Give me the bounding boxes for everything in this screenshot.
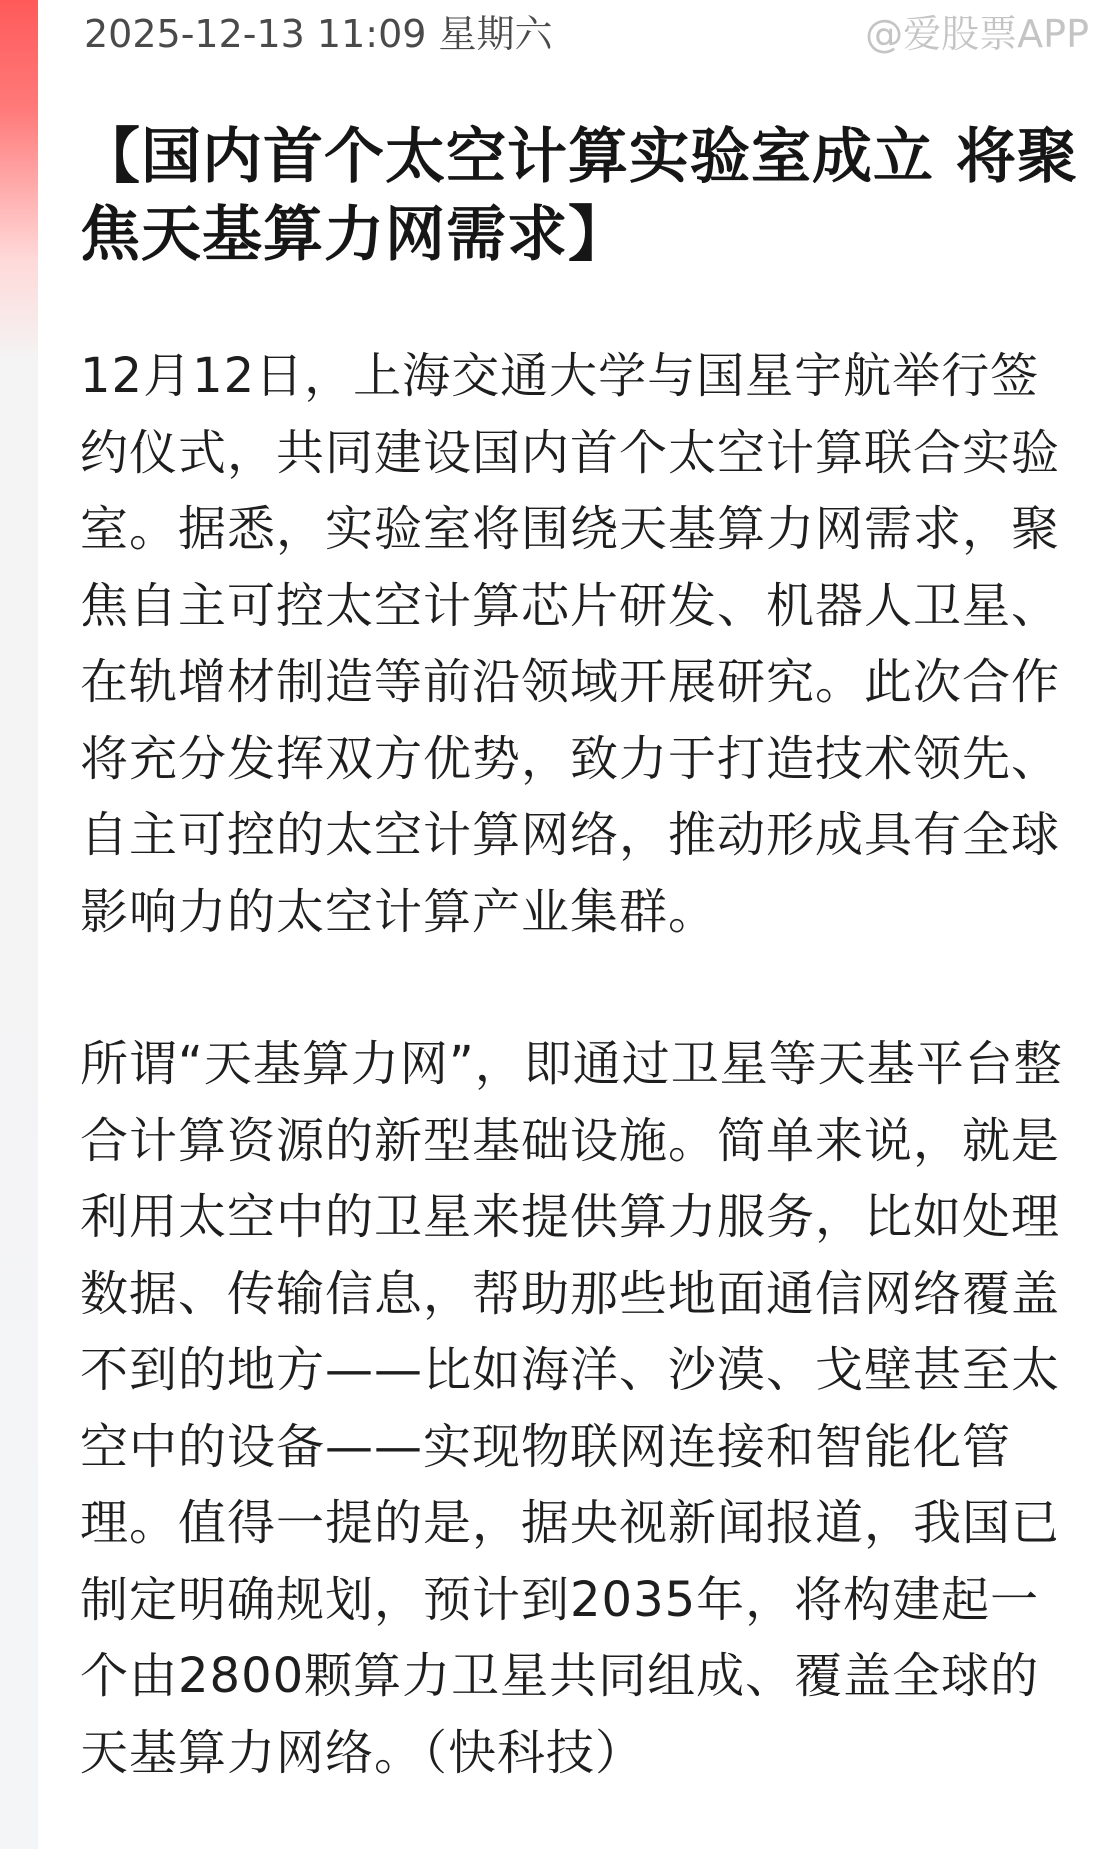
post-timestamp: 2025-12-13 11:09 星期六 — [84, 12, 553, 56]
left-accent-bar — [0, 0, 38, 1849]
app-watermark: @爱股票APP — [865, 12, 1089, 56]
article-paragraph: 所谓“天基算力网”，即通过卫星等天基平台整合计算资源的新型基础设施。简单来说，就是利用太空中的卫星来提供算力服务，比如处理数据、传输信息，帮助那些地面通信网络覆盖不到的地方——比如海洋、沙漠、戈壁甚至太空中的设备——实现物联网连接和智能化管理。值得一提的是，据央视新闻报道，我国已制定明确规划，预计到2035年，将构建起一个由2800颗算力卫星共同组成、覆盖全球的天基算力网络。（快科技） — [80, 1036, 1063, 1781]
article-paragraph: 12月12日，上海交通大学与国星宇航举行签约仪式，共同建设国内首个太空计算联合实验室。据悉，实验室将围绕天基算力网需求，聚焦自主可控太空计算芯片研发、机器人卫星、在轨增材制造等前沿领域开展研究。此次合作将充分发挥双方优势，致力于打造技术领先、自主可控的太空计算网络，推动形成具有全球影响力的太空计算产业集群。 — [80, 348, 1061, 940]
post-header — [84, 8, 1089, 60]
article-title: 【国内首个太空计算实验室成立 将聚焦天基算力网需求】 — [80, 122, 1078, 270]
article-body — [80, 338, 1070, 1791]
